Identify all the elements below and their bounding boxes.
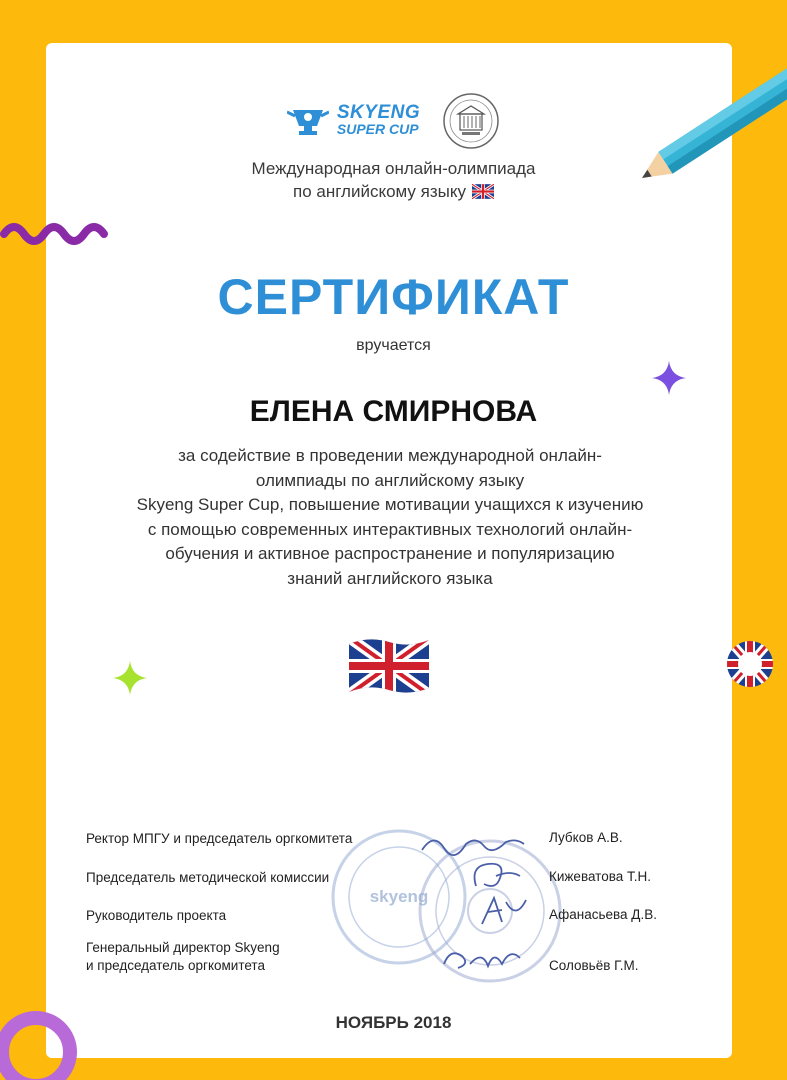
signature-role-line1: Генеральный директор Skyeng (86, 940, 280, 955)
description-line: знаний английского языка (287, 568, 493, 588)
squiggle-decoration (0, 214, 116, 250)
signatory-name: Лубков А.В. (549, 830, 623, 845)
brand-line2: SUPER CUP (336, 121, 419, 137)
signature-role: Председатель методической комиссии (86, 870, 330, 885)
awarded-label: вручается (356, 337, 431, 354)
signature-role-line2: и председатель оргкомитета (86, 958, 265, 973)
signature-role: Руководитель проекта (86, 908, 227, 923)
mpgu-seal-logo (442, 92, 500, 150)
description-line: с помощью современных интерактивных технологий онлайн- (147, 519, 633, 539)
signature-role (86, 939, 280, 975)
certificate-title: СЕРТИФИКАТ (217, 269, 570, 325)
sparkle-purple-icon (652, 361, 686, 395)
olympiad-subtitle (0, 157, 787, 203)
uk-flag-small-icon (472, 184, 494, 199)
signature-solovyov (436, 942, 526, 976)
signature-role: Ректор МПГУ и председатель оргкомитета (86, 831, 353, 846)
subtitle-line2: по английскому языку (293, 182, 466, 201)
skyeng-logo (287, 104, 420, 138)
signature-lubkov (418, 826, 528, 860)
header-logos (0, 92, 787, 150)
ring-decoration (0, 990, 90, 1080)
certificate-description (90, 444, 690, 591)
signature-afanasyeva (476, 892, 536, 932)
description-line: Skyeng Super Cup, повышение мотивации учащихся к изучению (136, 495, 644, 514)
cup-icon (287, 106, 329, 136)
brand-line1: SKYENG (336, 102, 421, 123)
recipient-name: ЕЛЕНА СМИРНОВА (249, 395, 538, 428)
stamp-text: skyeng (369, 887, 429, 906)
uk-flag-icon (347, 636, 431, 696)
issue-date: НОЯБРЬ 2018 (335, 1013, 452, 1032)
flag-ball-decoration (727, 638, 773, 690)
description-line: олимпиады по английскому языку (255, 470, 525, 490)
description-line: за содействие в проведении международной онлайн- (178, 446, 602, 465)
signatory-name: Афанасьева Д.В. (549, 907, 657, 922)
description-line: обучения и активное распространение и популяризацию (165, 544, 615, 563)
signatory-name: Соловьёв Г.М. (549, 958, 639, 973)
sparkle-green-icon (113, 661, 147, 695)
signature-kizhevatova (466, 856, 526, 896)
signatory-name: Кижеватова Т.Н. (549, 869, 651, 884)
subtitle-line1: Международная онлайн-олимпиада (251, 159, 536, 178)
